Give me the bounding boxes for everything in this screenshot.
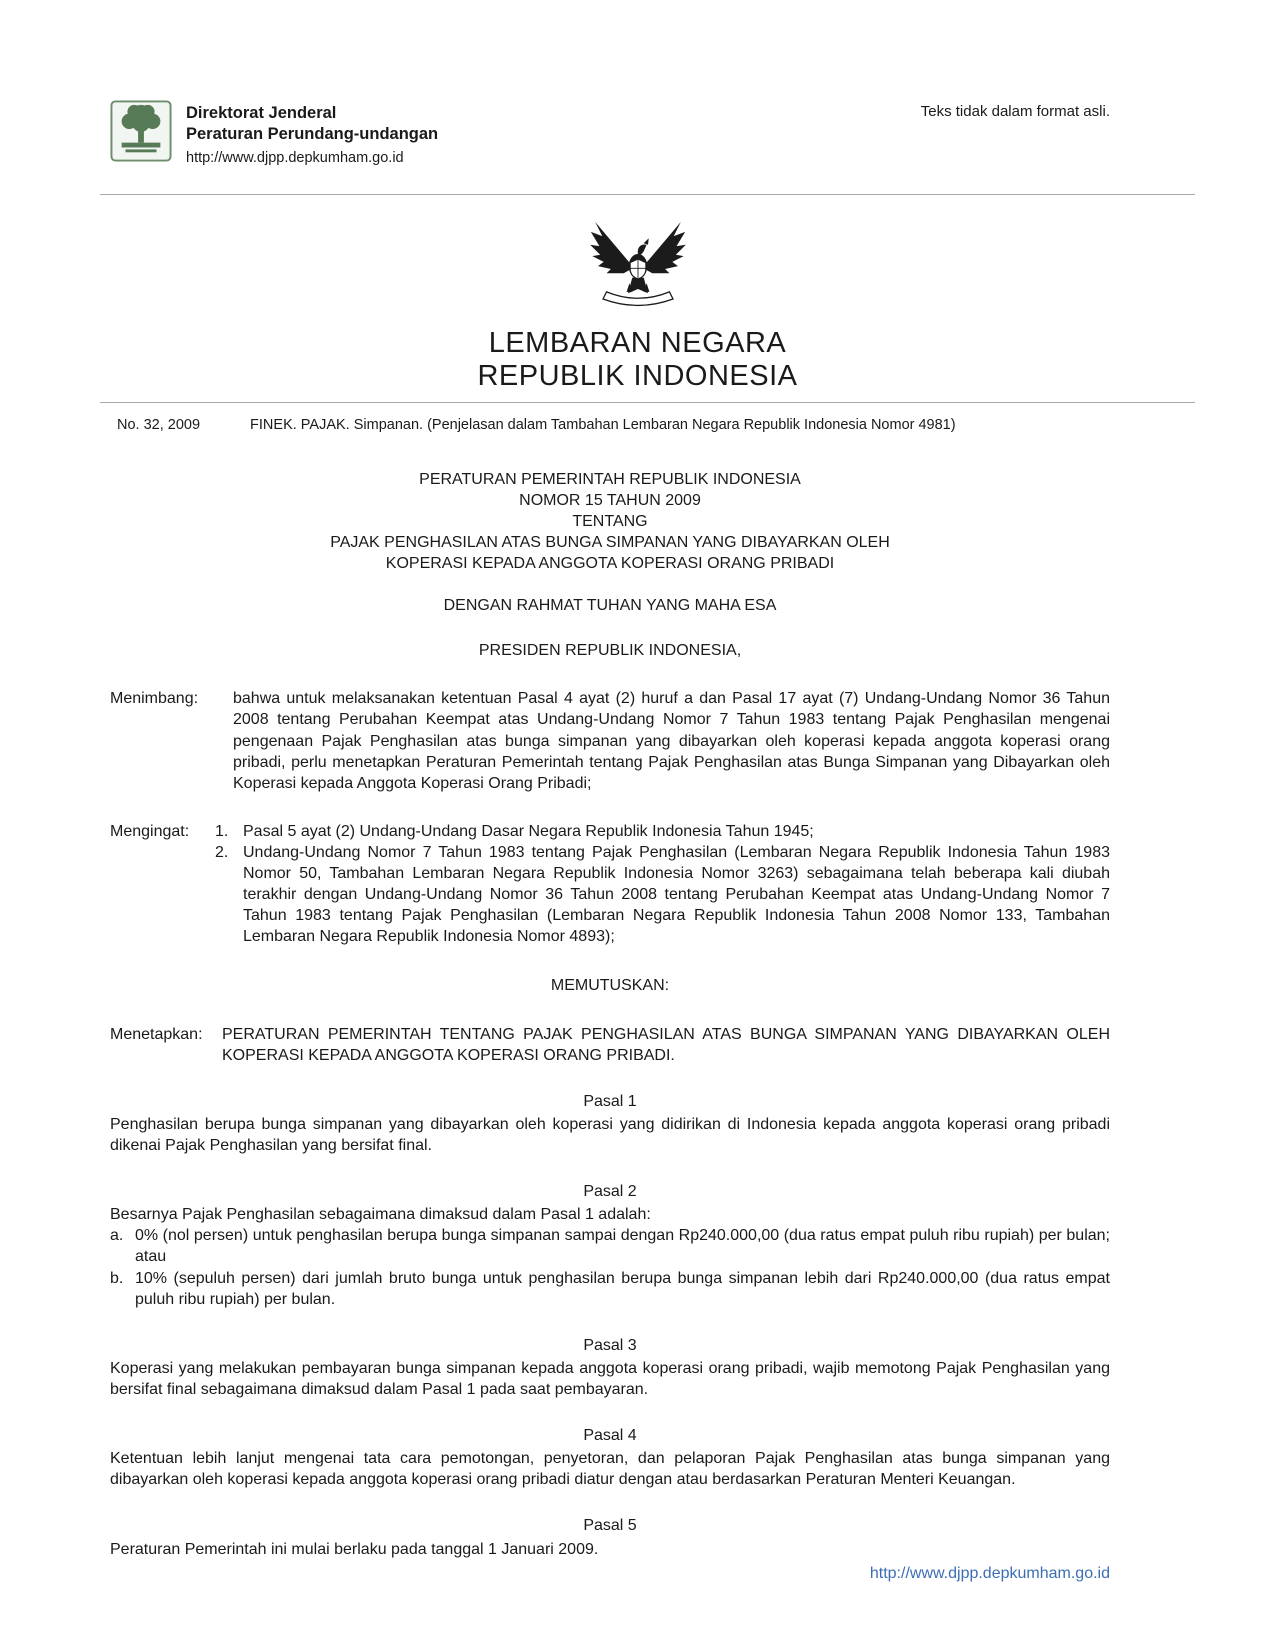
memutuskan-heading: MEMUTUSKAN: (550, 977, 670, 995)
article-list-text: 10% (sepuluh persen) dari jumlah bruto bunga untuk penghasilan berupa bunga simpanan lebih dari Rp240.000,00 (dua ratus empat puluh ribu rupiah) per bulan. (135, 1269, 1110, 1308)
clause-mengingat-list (215, 821, 1110, 948)
mengingat-item-text: Pasal 5 ayat (2) Undang-Undang Dasar Negara Republik Indonesia Tahun 1945; (243, 822, 814, 840)
article-body: Penghasilan berupa bunga simpanan yang dibayarkan oleh koperasi yang didirikan di Indonesia kepada anggota koperasi orang pribadi dikenai Pajak Penghasilan yang bersifat final. (110, 1115, 1110, 1155)
footer-url-link[interactable]: http://www.djpp.depkumham.go.id (869, 1564, 1110, 1582)
regulation-title-line1: PERATURAN PEMERINTAH REPUBLIK INDONESIA (419, 470, 801, 488)
regulation-body (110, 469, 1110, 1560)
clause-menetapkan-text: PERATURAN PEMERINTAH TENTANG PAJAK PENGHASILAN ATAS BUNGA SIMPANAN YANG DIBAYARKAN OLEH KOPERASI KEPADA ANGGOTA KOPERASI ORANG PRIBADI. (222, 1025, 1110, 1064)
article-heading: Pasal 4 (583, 1427, 637, 1445)
mengingat-item-number: 1. (215, 822, 229, 840)
format-disclaimer: Teks tidak dalam format asli. (920, 103, 1110, 120)
article-body: Besarnya Pajak Penghasilan sebagaimana dimaksud dalam Pasal 1 adalah: (110, 1206, 651, 1224)
article-body: Koperasi yang melakukan pembayaran bunga simpanan kepada anggota koperasi orang pribadi, wajib memotong Pajak Penghasilan yang bersifat final sebagaimana dimaksud dalam Pasal 1 pada saat pembayaran. (110, 1359, 1110, 1399)
agency-name-line2: Peraturan Perundang-undangan (186, 125, 439, 144)
mengingat-item-text: Undang-Undang Nomor 7 Tahun 1983 tentang Pajak Penghasilan (Lembaran Negara Republik Indonesia Tahun 1983 Nomor 50, Tambahan Lembaran Negara Republik Indonesia Nomor 3263) sebagaimana telah beberapa kali diubah terakhir dengan Undang-Undang Nomor 36 Tahun 2008 tentang Perubahan Keempat atas Undang-Undang Nomor 7 Tahun 1983 tentang Pajak Penghasilan (Lembaran Negara Republik Indonesia Tahun 2008 Nomor 133, Tambahan Lembaran Negara Republik Indonesia Nomor 4893); (243, 843, 1110, 946)
regulation-title-line2: NOMOR 15 TAHUN 2009 (519, 491, 701, 509)
article-body: Ketentuan lebih lanjut mengenai tata cara pemotongan, penyetoran, dan pelaporan Pajak Penghasilan atas bunga simpanan yang dibayarkan oleh koperasi kepada anggota koperasi orang pribadi diatur dengan atau berdasarkan Peraturan Menteri Keuangan. (110, 1450, 1110, 1489)
regulation-title-block (110, 469, 1110, 575)
garuda-pancasila-emblem-icon (588, 207, 688, 321)
article-heading: Pasal 2 (583, 1183, 637, 1201)
masthead-divider (100, 402, 1195, 403)
gazette-index-line (110, 416, 1110, 435)
gazette-number: No. 32, 2009 (117, 417, 201, 434)
invocation-line: DENGAN RAHMAT TUHAN YANG MAHA ESA (443, 597, 777, 615)
regulation-title-line5: KOPERASI KEPADA ANGGOTA KOPERASI ORANG PRIBADI (385, 554, 835, 572)
agency-name-line1: Direktorat Jenderal (186, 104, 337, 122)
article-heading: Pasal 1 (583, 1092, 637, 1110)
article-list-text: 0% (nol persen) untuk penghasilan berupa bunga simpanan sampai dengan Rp240.000,00 (dua ratus empat puluh ribu rupiah) per bulan; atau (135, 1227, 1110, 1266)
regulation-title-line4: PAJAK PENGHASILAN ATAS BUNGA SIMPANAN YANG DIBAYARKAN OLEH (330, 533, 890, 551)
clause-mengingat (110, 821, 1110, 948)
article-body: Peraturan Pemerintah ini mulai berlaku pada tanggal 1 Januari 2009. (110, 1540, 599, 1558)
clause-menimbang-label: Menimbang: (110, 690, 199, 708)
clause-menetapkan-label: Menetapkan: (110, 1025, 203, 1043)
clause-mengingat-label: Mengingat: (110, 822, 190, 840)
clause-menimbang (110, 688, 1110, 794)
article-list-marker: a. (110, 1227, 124, 1245)
agency-url-text: http://www.djpp.depkumham.go.id (186, 150, 404, 167)
djpp-logo-icon (110, 100, 172, 162)
clause-menetapkan (110, 1024, 1110, 1066)
gazette-title-line1: LEMBARAN NEGARA (488, 327, 787, 360)
agency-block (110, 100, 438, 168)
article-heading: Pasal 3 (583, 1336, 637, 1354)
authority-line: PRESIDEN REPUBLIK INDONESIA, (478, 642, 742, 660)
mengingat-item-number: 2. (215, 843, 229, 861)
clause-menimbang-text: bahwa untuk melaksanakan ketentuan Pasal 4 ayat (2) huruf a dan Pasal 17 ayat (7) Undang-Undang Nomor 36 Tahun 2008 tentang Perubahan Keempat atas Undang-Undang Nomor 7 Tahun 1983 tentang Pajak Penghasilan mengenai pengenaan Pajak Penghasilan atas bunga simpanan yang dibayarkan oleh koperasi kepada anggota koperasi orang pribadi, perlu menetapkan Peraturan Pemerintah tentang Pajak Penghasilan atas Bunga Simpanan yang Dibayarkan oleh Koperasi kepada Anggota Koperasi Orang Pribadi; (233, 690, 1110, 792)
mengingat-item (215, 842, 1110, 948)
gazette-title-line2: REPUBLIK INDONESIA (477, 359, 798, 392)
article-list-item (110, 1268, 1110, 1310)
agency-text (186, 100, 438, 168)
gazette-masthead (0, 195, 1275, 392)
article-heading: Pasal 5 (583, 1517, 637, 1535)
gazette-subject: FINEK. PAJAK. Simpanan. (Penjelasan dalam Tambahan Lembaran Negara Republik Indonesia Nomor 4981) (250, 417, 956, 434)
article-list-marker: b. (110, 1269, 124, 1287)
regulation-title-line3: TENTANG (572, 512, 648, 530)
document-header (0, 0, 1275, 168)
mengingat-item (215, 821, 1110, 842)
article-list-item (110, 1225, 1110, 1267)
